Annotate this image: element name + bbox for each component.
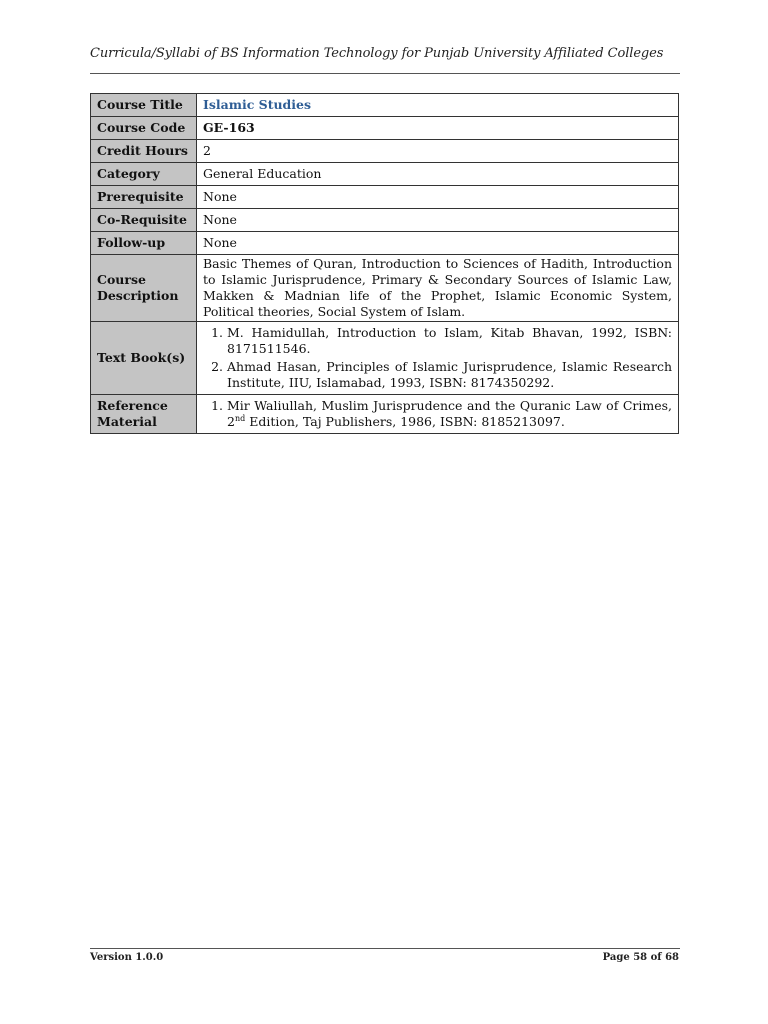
course-code-label: Course Code — [91, 117, 197, 140]
prerequisite-value: None — [197, 186, 679, 209]
course-description-value: Basic Themes of Quran, Introduction to Sciences of Hadith, Introduction to Islamic Jurisprudence, Primary & Secondary Sources of Islamic Law, Makken & Madnian life of the Prophet, Islamic Economic System, Political theories, Social System of Islam. — [197, 255, 679, 322]
footer-page-number: Page 58 of 68 — [602, 952, 679, 963]
table-row — [91, 395, 679, 434]
prerequisite-label: Prerequisite — [91, 186, 197, 209]
footer-divider — [90, 948, 680, 949]
table-row — [91, 255, 679, 322]
corequisite-label: Co-Requisite — [91, 209, 197, 232]
list-item — [227, 398, 672, 430]
table-row — [91, 322, 679, 395]
course-title-label: Course Title — [91, 94, 197, 117]
text-books-list — [203, 325, 672, 391]
course-title-value: Islamic Studies — [197, 94, 679, 117]
follow-up-label: Follow-up — [91, 232, 197, 255]
text-books-label: Text Book(s) — [91, 322, 197, 395]
text-books-value — [197, 322, 679, 395]
credit-hours-value: 2 — [197, 140, 679, 163]
corequisite-value: None — [197, 209, 679, 232]
table-row — [91, 117, 679, 140]
follow-up-value: None — [197, 232, 679, 255]
table-row — [91, 140, 679, 163]
table-row — [91, 94, 679, 117]
credit-hours-label: Credit Hours — [91, 140, 197, 163]
table-row — [91, 186, 679, 209]
header-divider — [90, 73, 680, 74]
list-item: 1. M. Hamidullah, Introduction to Islam, Kitab Bhavan, 1992, ISBN: 8171511546. — [227, 325, 672, 357]
table-row — [91, 232, 679, 255]
reference-material-label: Reference Material — [91, 395, 197, 434]
category-label: Category — [91, 163, 197, 186]
course-description-label: Course Description — [91, 255, 197, 322]
reference-material-value — [197, 395, 679, 434]
table-row — [91, 163, 679, 186]
table-row — [91, 209, 679, 232]
course-table — [90, 93, 679, 434]
page-header: Curricula/Syllabi of BS Information Technology for Punjab University Affiliated Colleges — [90, 46, 664, 61]
footer-version: Version 1.0.0 — [90, 952, 164, 963]
list-item: 2. Ahmad Hasan, Principles of Islamic Jurisprudence, Islamic Research Institute, IIU, Islamabad, 1993, ISBN: 8174350292. — [227, 359, 672, 391]
course-code-value: GE-163 — [197, 117, 679, 140]
category-value: General Education — [197, 163, 679, 186]
reference-text-end: Edition, Taj Publishers, 1986, ISBN: 8185213097. — [245, 414, 565, 429]
reference-superscript: nd — [234, 413, 246, 423]
reference-list — [203, 398, 672, 430]
reference-text-start: Mir Waliullah, Muslim Jurisprudence and the Quranic Law of Crimes, 2 — [227, 398, 672, 429]
